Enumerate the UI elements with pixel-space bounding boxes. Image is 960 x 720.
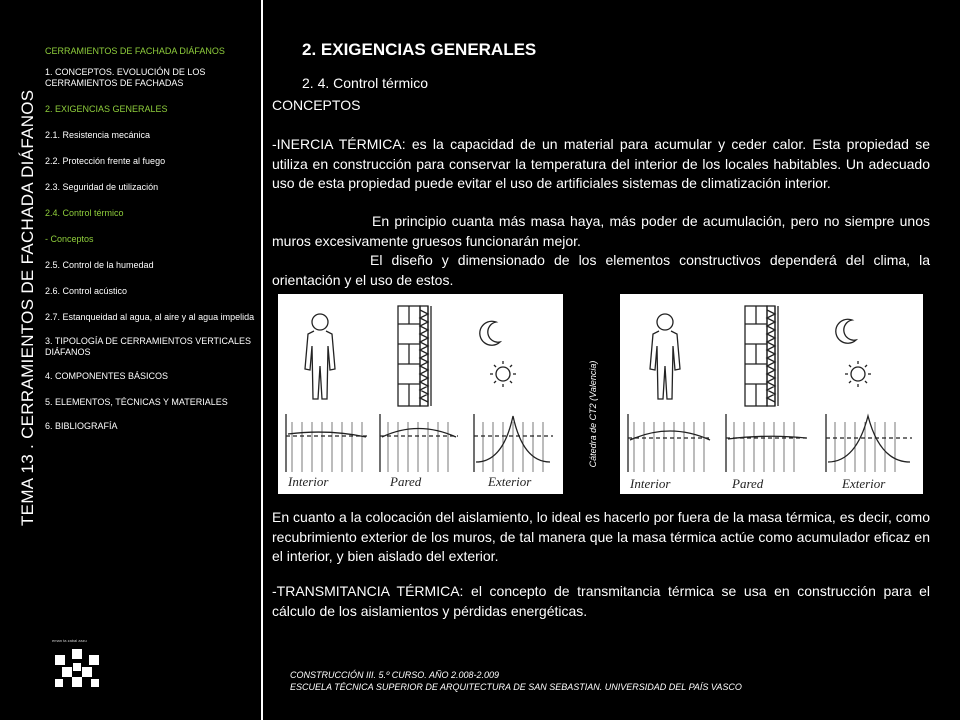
toc-item[interactable]: 2. EXIGENCIAS GENERALES [45, 104, 168, 114]
vertical-topic-title: TEMA 13 . CERRAMIENTOS DE FACHADA DIÁFANOS [18, 89, 37, 526]
label-wall: Pared [390, 474, 422, 489]
label-exterior: Exterior [842, 476, 886, 491]
toc-item[interactable]: 3. TIPOLOGÍA DE CERRAMIENTOS VERTICALES DIÁFANOS [45, 336, 252, 357]
person-icon [650, 314, 680, 399]
paragraph-insulation: En cuanto a la colocación del aislamiento, lo ideal es hacerlo por fuera de la masa térmica, es decir, como recubrimiento exterior de los muros, de tal manera que la masa térmica actúe como acumulador eficaz en el interior, y bien aislado del exterior. [272, 509, 930, 564]
wall-graph [726, 414, 808, 472]
footer-school: ESCUELA TÉCNICA SUPERIOR DE ARQUITECTURA DE SAN SEBASTIAN. UNIVERSIDAD DEL PAÍS VASCO [290, 682, 742, 692]
sun-icon [490, 361, 516, 387]
moon-icon [480, 321, 500, 345]
label-exterior: Exterior [488, 474, 532, 489]
paragraph-design: El diseño y dimensionado de los elementos constructivos dependerá del clima, la orientación y el uso de estos. [272, 252, 930, 288]
wall-graph [380, 414, 458, 472]
university-logo [52, 638, 102, 694]
exterior-graph [474, 414, 553, 472]
toc-item[interactable]: 4. COMPONENTES BÁSICOS [45, 371, 169, 381]
toc-item[interactable]: 2.3. Seguridad de utilización [45, 182, 159, 192]
toc-item[interactable]: 2.4. Control térmico [45, 208, 124, 218]
toc-item[interactable]: 2.7. Estanqueidad al agua, al aire y al agua impelida [45, 312, 255, 322]
label-interior: Interior [288, 474, 329, 489]
toc-item[interactable]: 1. CONCEPTOS. EVOLUCIÓN DE LOS CERRAMIENTOS DE FACHADAS [45, 67, 206, 88]
footer [290, 669, 742, 693]
table-of-contents [45, 46, 257, 447]
person-icon [305, 314, 335, 399]
interior-graph [628, 414, 712, 472]
logo-caption: eman ta zabal zazu [52, 638, 87, 643]
footer-course: CONSTRUCCIÓN III. 5.º CURSO. AÑO 2.008-2.009 [290, 670, 500, 680]
page-title: 2. EXIGENCIAS GENERALES [302, 40, 537, 59]
toc-item[interactable]: CERRAMIENTOS DE FACHADA DIÁFANOS [45, 46, 225, 56]
toc-item[interactable]: - Conceptos [45, 234, 94, 244]
paragraph-thermal-inertia: -INERCIA TÉRMICA: es la capacidad de un material para acumular y ceder calor. Esta propiedad se utiliza en construcción para conservar la temperatura del interior de los locales habitables. Un adecuado uso de esta propiedad puede evitar el uso de artificiales sistemas de climatización interior. [272, 136, 930, 191]
paragraph-mass: En principio cuanta más masa haya, más poder de acumulación, pero no siempre unos muros excesivamente gruesos funcionarán mejor. [272, 213, 930, 249]
section-subtitle: 2. 4. Control térmico [302, 75, 429, 91]
figure-caption: Cátedra de CT2 (Valencia) [588, 360, 598, 468]
toc-item[interactable]: 6. BIBLIOGRAFÍA [45, 421, 118, 431]
toc-item[interactable]: 5. ELEMENTOS, TÉCNICAS Y MATERIALES [45, 397, 228, 407]
exterior-graph [826, 414, 912, 472]
label-interior: Interior [630, 476, 671, 491]
thermal-diagram-1 [278, 294, 563, 494]
toc-item[interactable]: 2.2. Protección frente al fuego [45, 156, 166, 166]
paragraph-transmittance: -TRANSMITANCIA TÉRMICA: el concepto de transmitancia térmica se usa en construcción para el cálculo de los aislamientos y pérdidas energéticas. [272, 583, 930, 619]
sidebar-divider [261, 0, 263, 720]
sun-icon [845, 361, 871, 387]
toc-item[interactable]: 2.6. Control acústico [45, 286, 128, 296]
wall-section-icon [745, 306, 778, 406]
toc-item[interactable]: 2.5. Control de la humedad [45, 260, 154, 270]
moon-icon [836, 319, 856, 343]
thermal-diagram-2 [620, 294, 923, 494]
toc-item[interactable]: 2.1. Resistencia mecánica [45, 130, 151, 140]
upv-ehu-logo-icon [52, 643, 102, 693]
section-label: CONCEPTOS [272, 97, 361, 113]
wall-section-icon [398, 306, 431, 406]
interior-graph [286, 414, 368, 472]
label-wall: Pared [732, 476, 764, 491]
